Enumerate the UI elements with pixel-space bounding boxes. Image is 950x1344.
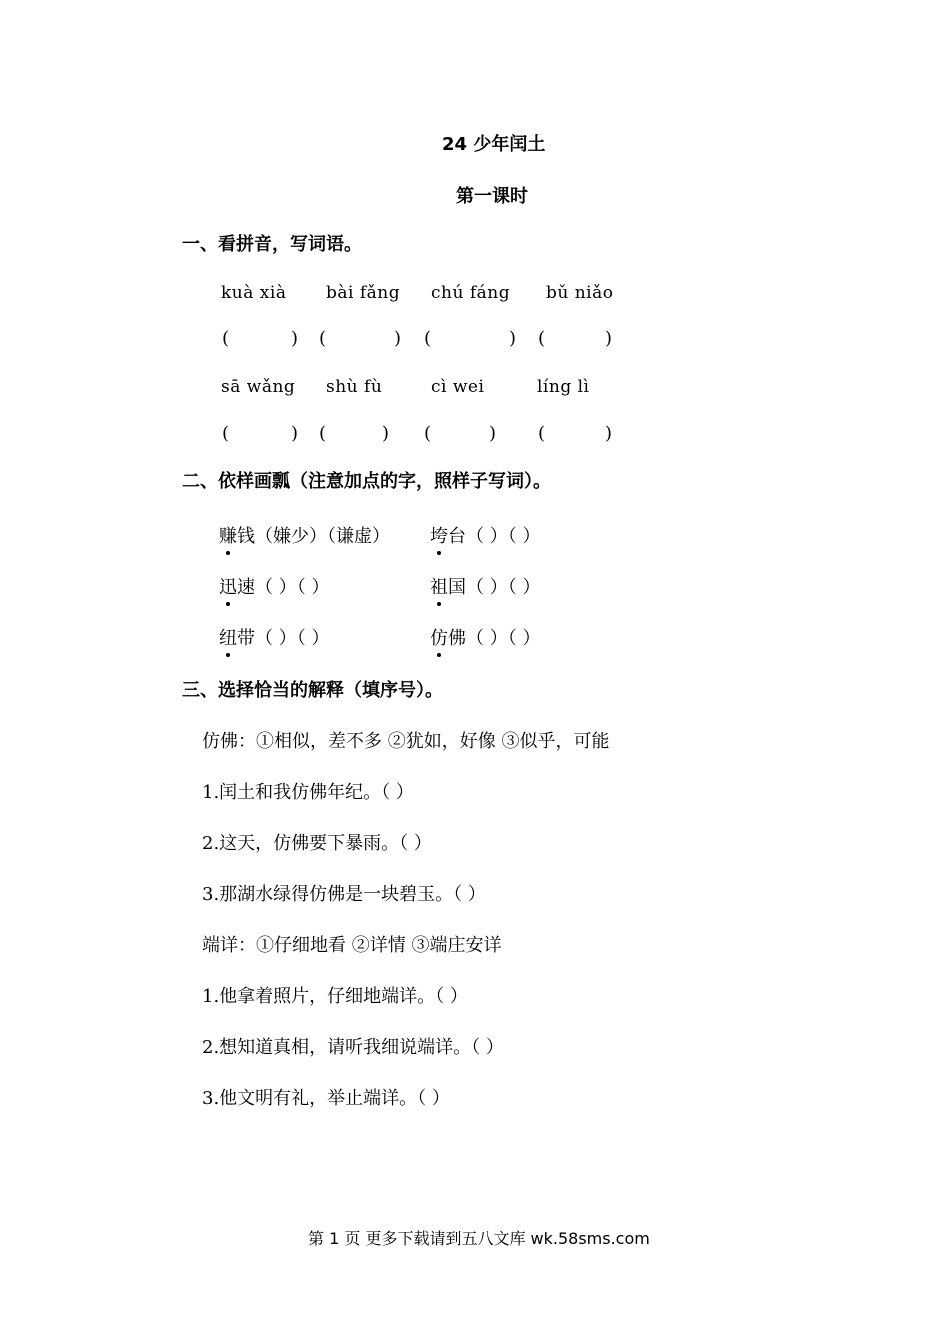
word-exercise[interactable] [219, 579, 329, 597]
pinyin-item: chú fáng [431, 283, 511, 303]
pinyin-item: sā wǎng [221, 377, 296, 397]
definition-line: 仿佛：①相似，差不多 ②犹如，好像 ③似乎，可能 [202, 731, 610, 752]
pinyin-item: cì wei [431, 377, 485, 397]
word-blanks[interactable]: （ ）（ ） [255, 628, 330, 649]
word-char: 国 [448, 577, 466, 598]
word-char: 台 [448, 526, 466, 547]
word-exercise[interactable] [430, 579, 540, 597]
page-subtitle: 第一课时 [456, 186, 528, 207]
dotted-char: 迅 [219, 577, 237, 598]
dotted-char: 纽 [219, 628, 237, 649]
dotted-char: 垮 [430, 526, 448, 547]
word-blanks[interactable]: （ ）（ ） [466, 628, 541, 649]
word-char: 佛 [448, 628, 466, 649]
word-exercise[interactable] [430, 528, 540, 546]
word-blanks[interactable]: （ ）（ ） [255, 577, 330, 598]
question-item[interactable]: 1.闰土和我仿佛年纪。（ ） [202, 782, 414, 803]
section-1-heading: 一、看拼音，写词语。 [182, 234, 362, 255]
word-blanks[interactable]: （ ）（ ） [466, 526, 541, 547]
definition-line: 端详：①仔细地看 ②详情 ③端庄安详 [202, 935, 502, 956]
question-item[interactable]: 3.他文明有礼，举止端详。（ ） [202, 1088, 450, 1109]
dotted-char: 祖 [430, 577, 448, 598]
word-answers: （嫌少）（谦虚） [255, 526, 390, 547]
word-example [219, 528, 390, 546]
question-item[interactable]: 1.他拿着照片，仔细地端详。（ ） [202, 986, 468, 1007]
question-item[interactable]: 2.想知道真相，请听我细说端详。（ ） [202, 1037, 504, 1058]
pinyin-item: kuà xià [221, 283, 287, 303]
word-exercise[interactable] [430, 630, 540, 648]
page-title: 24 少年闰土 [442, 134, 546, 155]
section-3-heading: 三、选择恰当的解释（填序号）。 [182, 680, 443, 701]
pinyin-item: shù fù [326, 377, 383, 397]
pinyin-item: bǔ niǎo [546, 283, 614, 303]
page-footer: 第 1 页 更多下载请到五八文库 wk.58sms.com [308, 1229, 650, 1248]
word-char: 带 [237, 628, 255, 649]
word-blanks[interactable]: （ ）（ ） [466, 577, 541, 598]
word-exercise[interactable] [219, 630, 329, 648]
dotted-char: 仿 [430, 628, 448, 649]
pinyin-item: bài fǎng [326, 283, 401, 303]
pinyin-item: líng lì [537, 377, 590, 397]
word-char: 速 [237, 577, 255, 598]
dotted-char: 赚 [219, 526, 237, 547]
question-item[interactable]: 3.那湖水绿得仿佛是一块碧玉。（ ） [202, 884, 486, 905]
section-2-heading: 二、依样画瓢（注意加点的字，照样子写词）。 [182, 471, 551, 492]
word-char: 钱 [237, 526, 255, 547]
question-item[interactable]: 2.这天，仿佛要下暴雨。（ ） [202, 833, 432, 854]
